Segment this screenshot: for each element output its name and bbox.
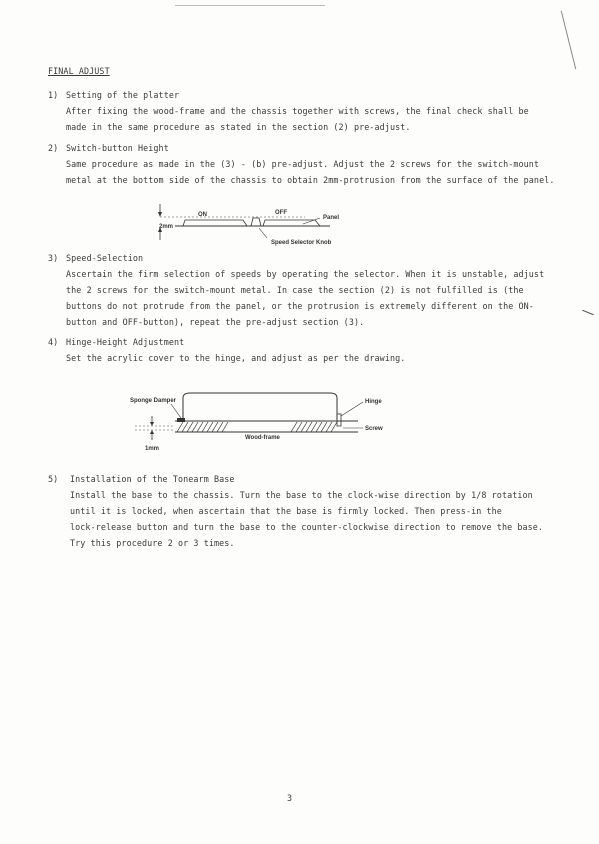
item-1-heading: Setting of the platter	[66, 90, 180, 100]
item-1-number: 1)	[48, 90, 59, 100]
hinge-height-diagram	[125, 388, 395, 463]
item-3-line-4: button and OFF-button), repeat the pre-adjust section (3).	[66, 317, 365, 327]
diagram1-knob-label: Speed Selector Knob	[271, 240, 332, 246]
item-2-line-1: Same procedure as made in the (3) - (b) pre-adjust. Adjust the 2 screws for the switch-mount	[66, 159, 540, 169]
diagram1-off-label: OFF	[275, 210, 287, 216]
diagram1-dimension: 2mm	[159, 224, 174, 230]
item-2-heading: Switch-button Height	[66, 143, 169, 153]
switch-button-height-diagram	[155, 202, 365, 252]
item-3-line-2: the 2 screws for the switch-mount metal. In case the section (2) is not fulfilled is (the	[66, 285, 524, 295]
diagram2-wood-label: Wood-frame	[245, 435, 280, 441]
item-2-line-2: metal at the bottom side of the chassis to obtain 2mm-protrusion from the surface of the panel.	[66, 175, 555, 185]
scan-edge-top	[175, 5, 325, 6]
item-3-heading: Speed-Selection	[66, 253, 144, 263]
item-1-line-2: made in the same procedure as stated in the section (2) pre-adjust.	[66, 122, 411, 132]
item-5-line-2: until it is locked, when ascertain that the base is firmly locked. Then press-in the	[70, 506, 502, 516]
item-4-number: 4)	[48, 337, 59, 347]
diagram1-panel-label: Panel	[323, 215, 340, 221]
diagram2-dimension: 1mm	[145, 446, 160, 452]
page-number: 3	[287, 793, 293, 803]
item-3-number: 3)	[48, 253, 59, 263]
item-3-line-3: buttons do not protrude from the panel, or the protrusion is extremely different on the ON-	[66, 301, 534, 311]
item-5-line-1: Install the base to the chassis. Turn the base to the clock-wise direction by 1/8 rotation	[70, 490, 533, 500]
item-3-line-1: Ascertain the firm selection of speeds by operating the selector. When it is unstable, adjust	[66, 269, 545, 279]
item-2-number: 2)	[48, 143, 59, 153]
item-5-number: 5)	[48, 474, 59, 484]
item-4-line-1: Set the acrylic cover to the hinge, and adjust as per the drawing.	[66, 353, 406, 363]
diagram2-sponge-label: Sponge Damper	[130, 398, 177, 404]
item-1-line-1: After fixing the wood-frame and the chassis together with screws, the final check shall be	[66, 106, 529, 116]
diagram1-on-label: ON	[198, 212, 207, 218]
item-4-heading: Hinge-Height Adjustment	[66, 337, 185, 347]
section-title: FINAL ADJUST	[48, 66, 110, 76]
diagram2-hinge-label: Hinge	[365, 399, 382, 405]
scan-edge-right	[561, 11, 576, 69]
item-5-heading: Installation of the Tonearm Base	[70, 474, 235, 484]
item-5-line-4: Try this procedure 2 or 3 times.	[70, 538, 235, 548]
diagram2-screw-label: Screw	[365, 426, 383, 432]
scan-mark-right	[582, 310, 594, 315]
item-5-line-3: lock-release button and turn the base to the counter-clockwise direction to remove the base.	[70, 522, 544, 532]
